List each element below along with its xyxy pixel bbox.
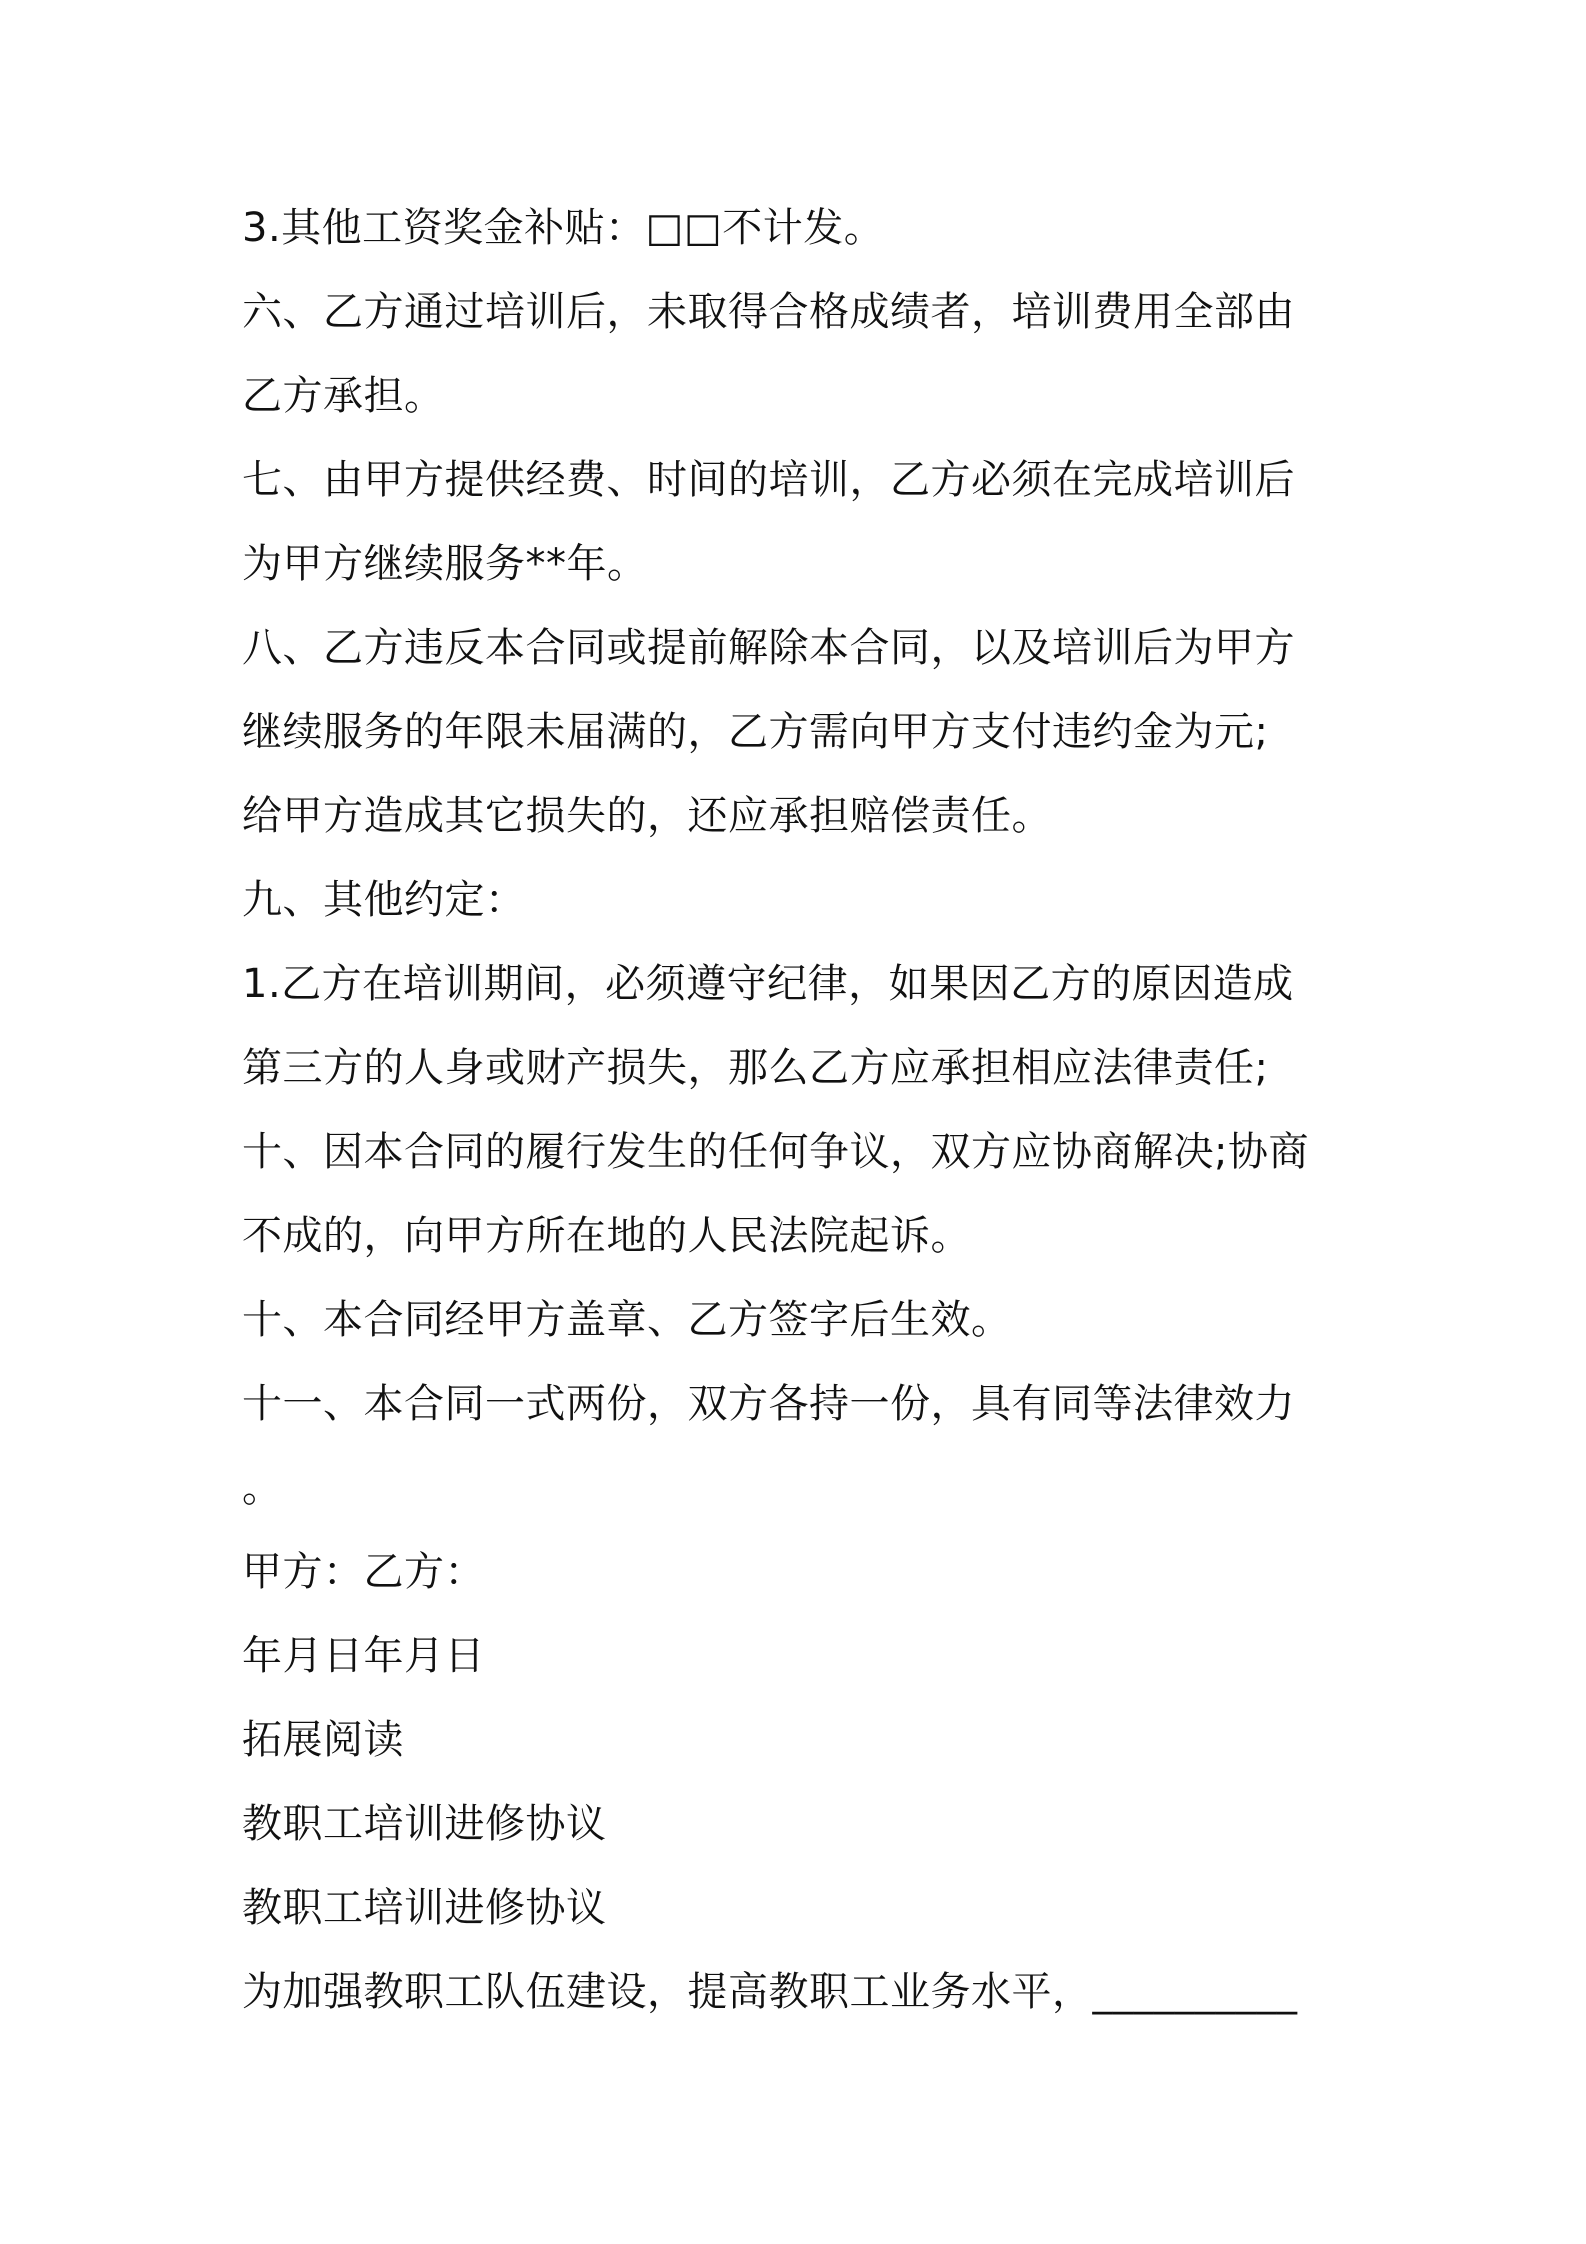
text-line: 十一、本合同一式两份，双方各持一份，具有同等法律效力 bbox=[242, 1381, 1295, 1427]
section-heading: 拓展阅读 bbox=[242, 1717, 404, 1763]
text-line: 。 bbox=[242, 1465, 283, 1511]
text-line: 十、本合同经甲方盖章、乙方签字后生效。 bbox=[242, 1297, 1012, 1343]
text-line: 第三方的人身或财产损失，那么乙方应承担相应法律责任; bbox=[242, 1045, 1269, 1091]
signature-line: 甲方：乙方： bbox=[242, 1549, 485, 1595]
text-line: 继续服务的年限未届满的，乙方需向甲方支付违约金为元; bbox=[242, 709, 1269, 755]
date-line: 年月日年月日 bbox=[242, 1633, 485, 1679]
text-line: 八、乙方违反本合同或提前解除本合同，以及培训后为甲方 bbox=[242, 625, 1295, 671]
section-title: 教职工培训进修协议 bbox=[242, 1885, 607, 1931]
text-line: 十、因本合同的履行发生的任何争议，双方应协商解决;协商 bbox=[242, 1129, 1309, 1175]
text-line: 九、其他约定： bbox=[242, 877, 526, 923]
text-line: 给甲方造成其它损失的，还应承担赔偿责任。 bbox=[242, 793, 1052, 839]
text-line: 为加强教职工队伍建设，提高教职工业务水平，__________ bbox=[242, 1969, 1298, 2015]
text-line: 3.其他工资奖金补贴：□□不计发。 bbox=[242, 205, 885, 251]
text-line: 1.乙方在培训期间，必须遵守纪律，如果因乙方的原因造成 bbox=[242, 961, 1294, 1007]
text-line: 六、乙方通过培训后，未取得合格成绩者，培训费用全部由 bbox=[242, 289, 1295, 335]
text-line: 乙方承担。 bbox=[242, 373, 445, 419]
text-line: 不成的，向甲方所在地的人民法院起诉。 bbox=[242, 1213, 971, 1259]
section-title: 教职工培训进修协议 bbox=[242, 1801, 607, 1847]
text-line: 为甲方继续服务**年。 bbox=[242, 541, 648, 587]
text-line: 七、由甲方提供经费、时间的培训，乙方必须在完成培训后 bbox=[242, 457, 1295, 503]
